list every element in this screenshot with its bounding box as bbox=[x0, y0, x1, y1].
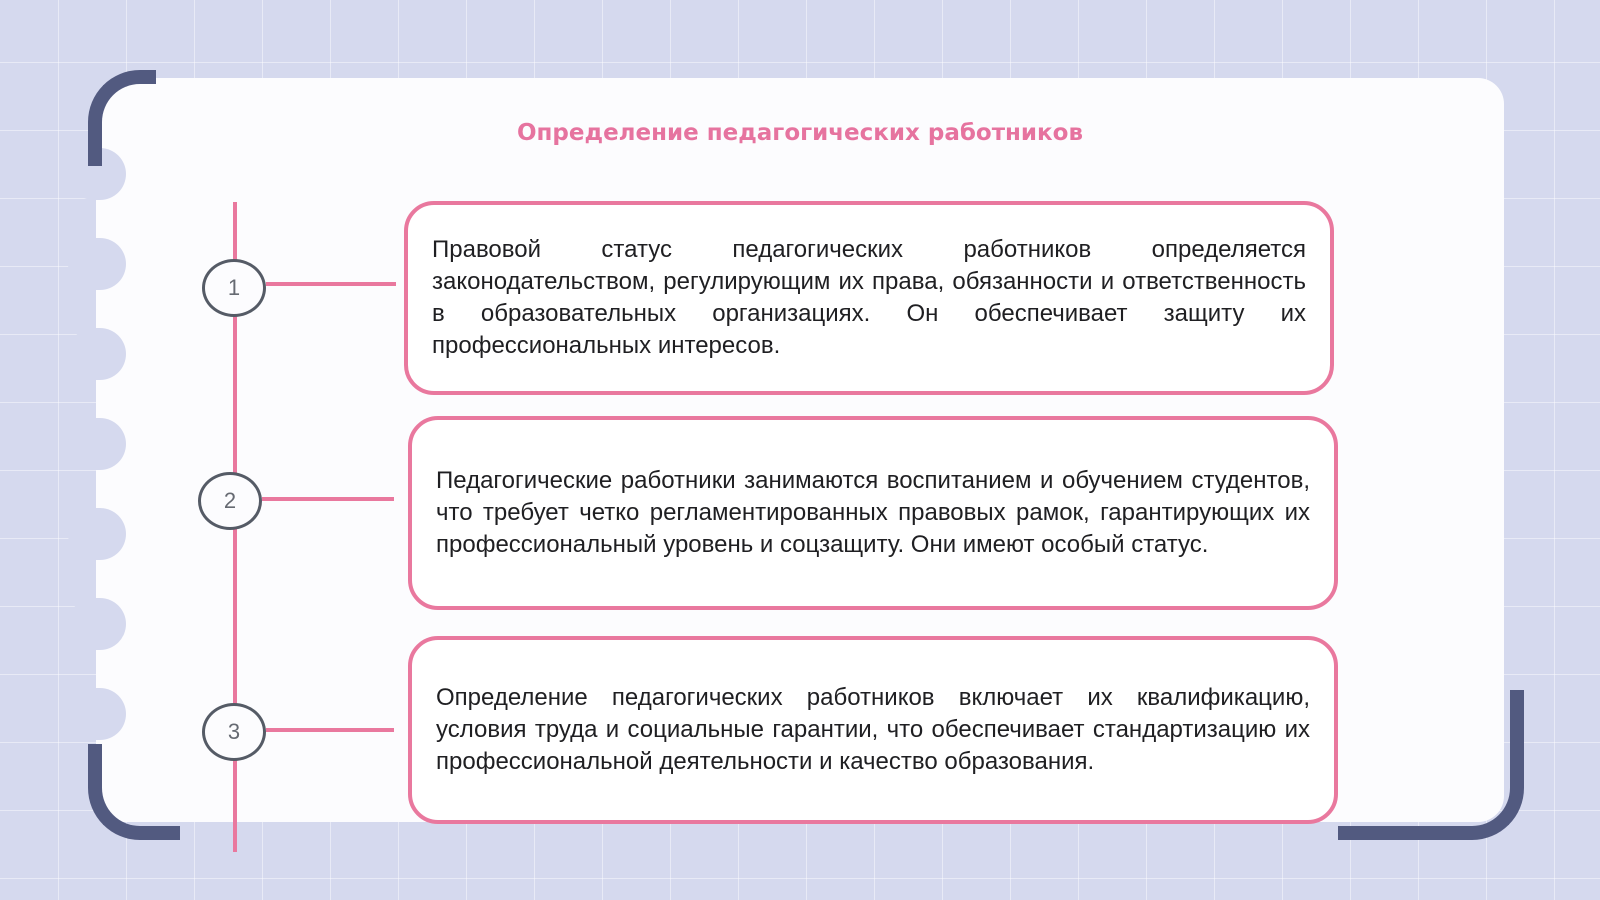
step-number-2: 2 bbox=[198, 472, 262, 530]
corner-bracket-bottom-right bbox=[1338, 690, 1524, 840]
card-edge-notch bbox=[68, 328, 126, 380]
card-edge-notch bbox=[68, 688, 126, 740]
card-edge-notch bbox=[68, 508, 126, 560]
timeline-connector-1 bbox=[266, 282, 396, 286]
corner-bracket-top-left bbox=[88, 70, 156, 166]
corner-bracket-bottom-left bbox=[88, 744, 180, 840]
slide-title: Определение педагогических работников bbox=[516, 120, 1083, 146]
step-number-1: 1 bbox=[202, 259, 266, 317]
statement-box-1 bbox=[404, 201, 1334, 395]
statement-text-1: Правовой статус педагогических работников определяется законодательством, регулирующим их права, обязанности и ответственность в образовательных организациях. Он обеспечивает защиту их профессиональных интересов. bbox=[432, 236, 1306, 359]
timeline-connector-2 bbox=[262, 497, 394, 501]
timeline-connector-3 bbox=[266, 728, 394, 732]
statement-text-2: Педагогические работники занимаются воспитанием и обучением студентов, что требует четко регламентированных правовых рамок, гарантирующих их профессиональный уровень и соцзащиту. Они имеют особый статус. bbox=[436, 467, 1310, 558]
statement-box-2 bbox=[408, 416, 1338, 610]
card-edge-notch bbox=[68, 418, 126, 470]
step-number-3: 3 bbox=[202, 703, 266, 761]
statement-box-3 bbox=[408, 636, 1338, 824]
statement-text-3: Определение педагогических работников включает их квалификацию, условия труда и социальные гарантии, что обеспечивает стандартизацию их профессиональной деятельности и качество образования. bbox=[436, 684, 1310, 775]
card-edge-notch bbox=[68, 598, 126, 650]
card-edge-notch bbox=[68, 238, 126, 290]
